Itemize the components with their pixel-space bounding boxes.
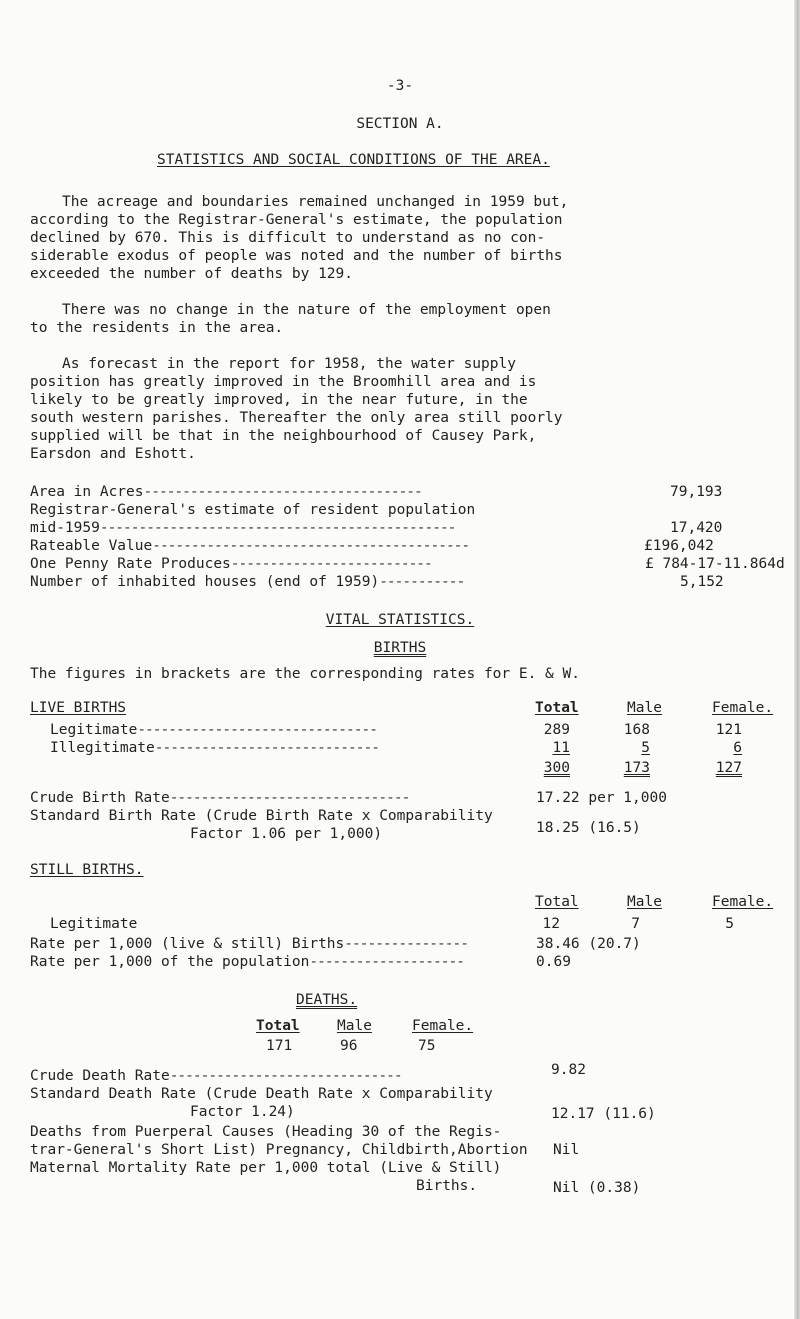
still-legitimate-label: Legitimate [50, 916, 138, 932]
penny-rate-label: One Penny Rate Produces-------------------------- [30, 556, 432, 572]
area-value: 79,193 [670, 484, 723, 500]
deaths-total: 171 [266, 1038, 293, 1054]
puerperal-deaths-label: Deaths from Puerperal Causes (Heading 30 of the Regis- [30, 1124, 502, 1140]
paragraph-line: Earsdon and Eshott. [30, 446, 196, 462]
paragraph-line: supplied will be that in the neighbourhood of Causey Park, [30, 428, 537, 444]
paragraph-line: siderable exodus of people was noted and the number of births [30, 248, 563, 264]
live-male-total: 173 [623, 760, 650, 776]
section-title: SECTION A. [356, 116, 444, 132]
rateable-label: Rateable Value----------------------------------------- [30, 538, 470, 554]
still-male: 7 [631, 916, 640, 932]
paragraph-line: exceeded the number of deaths by 129. [30, 266, 354, 282]
col-header-total: Total [535, 700, 579, 716]
population-label: Registrar-General's estimate of resident population [30, 502, 476, 518]
crude-birth-rate-value: 17.22 per 1,000 [536, 790, 667, 806]
population-value: 17,420 [670, 520, 723, 536]
illegitimate-label: Illegitimate----------------------------- [50, 740, 379, 756]
still-col-header-female: Female. [712, 894, 774, 910]
paragraph-line: There was no change in the nature of the employment open [62, 302, 551, 318]
still-total: 12 [542, 916, 560, 932]
paragraph-line: As forecast in the report for 1958, the water supply [62, 356, 516, 372]
puerperal-deaths-label-cont: trar-General's Short List) Pregnancy, Childbirth,Abortion [30, 1142, 528, 1158]
standard-birth-rate-label: Standard Birth Rate (Crude Birth Rate x Comparability [30, 808, 493, 824]
live-total: 300 [543, 760, 570, 776]
area-label: Area in Acres------------------------------------ [30, 484, 422, 500]
deaths-female: 75 [418, 1038, 436, 1054]
paragraph-line: The acreage and boundaries remained unchanged in 1959 but, [62, 194, 569, 210]
standard-birth-rate-label-cont: Factor 1.06 per 1,000) [190, 826, 383, 842]
page-number: -3- [386, 78, 414, 94]
deaths-col-header-male: Male [337, 1018, 372, 1034]
deaths-col-header-female: Female. [412, 1018, 474, 1034]
births-title: BIRTHS [373, 640, 427, 656]
crude-death-rate-value: 9.82 [551, 1062, 586, 1078]
paragraph-line: according to the Registrar-General's estimate, the population [30, 212, 563, 228]
col-header-male: Male [627, 700, 662, 716]
live-female-total: 127 [715, 760, 742, 776]
rateable-value: £196,042 [644, 538, 714, 554]
puerperal-deaths-value: Nil [553, 1142, 580, 1158]
deaths-male: 96 [340, 1038, 358, 1054]
paragraph-line: likely to be greatly improved, in the near future, in the [30, 392, 528, 408]
paragraph-line: to the residents in the area. [30, 320, 284, 336]
brackets-note: The figures in brackets are the corresponding rates for E. & W. [30, 666, 580, 682]
legit-male: 168 [623, 722, 650, 738]
vital-statistics-title: VITAL STATISTICS. [325, 612, 475, 628]
still-rate-population-value: 0.69 [536, 954, 571, 970]
paragraph-line: south western parishes. Thereafter the only area still poorly [30, 410, 563, 426]
still-col-header-male: Male [627, 894, 662, 910]
maternal-mortality-value: Nil (0.38) [553, 1180, 641, 1196]
paragraph-line: declined by 670. This is difficult to understand as no con- [30, 230, 546, 246]
legitimate-label: Legitimate------------------------------- [50, 722, 377, 738]
still-rate-births-label: Rate per 1,000 (live & still) Births---------------- [30, 936, 468, 952]
houses-label: Number of inhabited houses (end of 1959)----------- [30, 574, 465, 590]
live-births-title: LIVE BIRTHS [30, 700, 127, 716]
standard-birth-rate-value: 18.25 (16.5) [536, 820, 641, 836]
section-subtitle: STATISTICS AND SOCIAL CONDITIONS OF THE AREA. [157, 152, 550, 168]
population-label-cont: mid-1959---------------------------------------------- [30, 520, 456, 536]
deaths-col-header-total: Total [256, 1018, 300, 1034]
legit-total: 289 [543, 722, 570, 738]
still-female: 5 [725, 916, 734, 932]
deaths-title: DEATHS. [296, 992, 358, 1008]
illegit-female: 6 [733, 740, 742, 756]
maternal-mortality-label: Maternal Mortality Rate per 1,000 total (Live & Still) [30, 1160, 502, 1176]
paragraph-line: position has greatly improved in the Broomhill area and is [30, 374, 537, 390]
crude-death-rate-label: Crude Death Rate------------------------------ [30, 1068, 402, 1084]
still-rate-population-label: Rate per 1,000 of the population-------------------- [30, 954, 464, 970]
still-rate-births-value: 38.46 (20.7) [536, 936, 641, 952]
crude-birth-rate-label: Crude Birth Rate------------------------------- [30, 790, 410, 806]
illegit-male: 5 [641, 740, 650, 756]
still-births-title: STILL BIRTHS. [30, 862, 144, 878]
houses-value: 5,152 [680, 574, 724, 590]
standard-death-rate-label: Standard Death Rate (Crude Death Rate x Comparability [30, 1086, 493, 1102]
maternal-mortality-label-cont: Births. [416, 1178, 478, 1194]
col-header-female: Female. [712, 700, 774, 716]
illegit-total: 11 [552, 740, 570, 756]
standard-death-rate-value: 12.17 (11.6) [551, 1106, 656, 1122]
still-col-header-total: Total [535, 894, 579, 910]
page-edge [794, 0, 800, 1319]
penny-rate-value: £ 784-17-11.864d [645, 556, 785, 572]
legit-female: 121 [715, 722, 742, 738]
standard-death-rate-label-cont: Factor 1.24) [190, 1104, 295, 1120]
